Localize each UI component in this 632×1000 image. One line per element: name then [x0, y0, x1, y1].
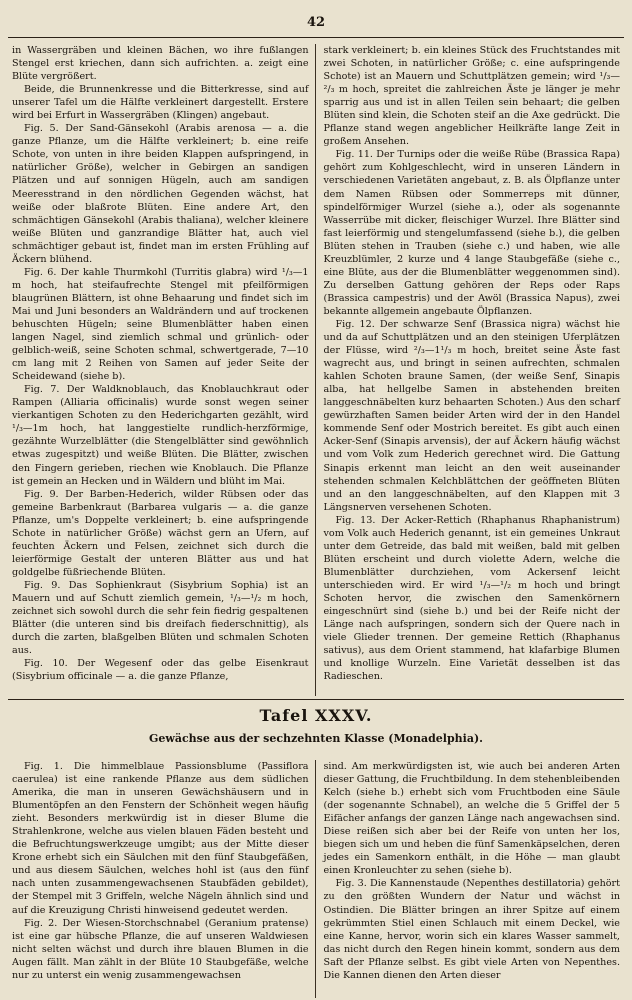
top-left-column — [8, 44, 316, 696]
paragraph: Fig. 12. Der schwarze Senf (Brassica nigra) wächst hie und da auf Schuttplätzen und an den steinigen Uferplätzen der Flüsse, wird ²/₃—1¹/₃ m hoch, breitet seine Äste fast wagrecht aus, und bringt in seinen aufrechten, schmalen kahlen Schoten braune Samen, (der weiße Senf, Sinapis alba, hat hellgelbe Samen in abstehenden breiten langgeschnäbelten kurz behaarten Schoten.) Aus den scharf gewürzhaften Samen beider Arten wird der in den Handel kommende Senf oder Mostrich bereitet. Es gibt auch einen Acker-Senf (Sinapis arvensis), der auf Äckern häufig wächst und vom Volk zum Hederich gerechnet wird. Die Gattung Sinapis erkennt man leicht an den weit auseinander stehenden schmalen Kelchblättchen der geöffneten Blüten und an den langgeschnäbelten, auf den Klappen mit 3 Längsnerven versehenen Schoten. — [323, 318, 620, 513]
plate-title: Tafel XXXV. — [8, 699, 624, 725]
paragraph: Fig. 5. Der Sand-Gänsekohl (Arabis arenosa — a. die ganze Pflanze, um die Hälfte verkleinert; b. eine reife Schote, von unten in ihre beiden Klappen aufspringend, in natürlicher Größe), welcher in Gebirgen an sandigen Plätzen und auf sonnigen Hügeln, auch am sandigen Meeresstrand in den nördlichen Gegenden wächst, hat weiße oder blaßrote Blüten. Eine andere Art, den schmächtigen Gänsekohl (Arabis thaliana), welcher kleinere weiße Blüten und ganzrandige Blätter hat, auch viel schmächtiger gebaut ist, findet man im ersten Frühling auf Äckern blühend. — [12, 123, 309, 265]
paragraph: Fig. 11. Der Turnips oder die weiße Rübe (Brassica Rapa) gehört zum Kohlgeschlecht, wird in unseren Ländern in verschiedenen Varietäten angebaut, z. B. als Ölpflanze unter dem Namen Rübsen oder Sommerreps mit dünner, spindelförmiger Wurzel (siehe a.), oder als sogenannte Wasserrübe mit dicker, fleischiger Wurzel. Ihre Blätter sind fast leierförmig und stengelumfassend (siehe b.), die gelben Blüten stehen in Trauben (siehe c.) und haben, wie alle Kreuzblümler, 2 kurze und 4 lange Staubgefäße (siehe c., eine Blüte, aus der die Blumenblätter weggenommen sind). Zu derselben Gattung gehören der Reps oder Raps (Brassica campestris) und der Awöl (Brassica Napus), zwei bekannte allgemein angebaute Ölpflanzen. — [323, 149, 620, 317]
paragraph: Fig. 7. Der Waldknoblauch, das Knoblauchkraut oder Rampen (Alliaria officinalis) wurde sonst wegen seiner vierkantigen Schoten zu den Hederichgarten gezählt, wird ¹/₃—1m hoch, hat langgestielte rundlich-herzförmige, gezähnte Wurzelblätter (die Stengelblätter sind gewöhnlich etwas zugespitzt) und weiße Blüten. Die Blätter, zwischen den Fingern gerieben, riechen wie Knoblauch. Die Pflanze ist gemein an Hecken und in Wäldern und blüht im Mai. — [12, 384, 309, 487]
paragraph: stark verkleinert; b. ein kleines Stück des Fruchtstandes mit zwei Schoten, in natürlicher Größe; c. eine aufspringende Schote) ist an Mauern und Schuttplätzen gemein; wird ¹/₃—²/₃ m hoch, spreitet die zahlreichen Äste je länger je mehr sparrig aus und ist in allen Teilen sein behaart; die gelben Blüten sind klein, die Schoten steif an die Axe gedrückt. Die Pflanze stand wegen angeblicher Heilkräfte lange Zeit in großem Ansehen. — [323, 45, 620, 148]
paragraph: Fig. 6. Der kahle Thurmkohl (Turritis glabra) wird ¹/₃—1 m hoch, hat steifaufrechte Stengel mit pfeilförmigen blaugrünen Blättern, ist ohne Behaarung und findet sich im Mai und Juni besonders an Waldrändern und auf trockenen behuschten Hügeln; seine Blumenblätter haben einen langen Nagel, sind ziemlich schmal und grünlich- oder gelblich-weiß, seine Schoten schmal, schwertgerade, 7—10 cm lang mit 2 Reihen von Samen auf jeder Seite der Scheidewand (siehe b). — [12, 266, 309, 383]
paragraph: Fig. 10. Der Wegesenf oder das gelbe Eisenkraut (Sisybrium officinale — a. die ganze Pflanze, — [12, 658, 309, 683]
paragraph: Fig. 1. Die himmelblaue Passionsblume (Passiflora caerulea) ist eine rankende Pflanze aus dem südlichen Amerika, die man in unseren Gewächshäusern und in Blumentöpfen an den Fenstern der Schönheit wegen häufig zieht. Besonders merkwürdig ist in dieser Blume die Strahlenkrone, welche aus vielen blauen Fäden besteht und die Befruchtungswerkzeuge umgibt; aus der Mitte dieser Krone erhebt sich ein Säulchen mit den fünf Staubgefäßen, und aus diesem Säulchen, welches hohl ist (aus den fünf nach unten zusammengewachsenen Staubfäden gebildet), der Stempel mit 3 Griffeln, welche Nägeln ähnlich sind und auf die Kreuzigung Christi hinweisend gedeutet werden. — [12, 761, 309, 916]
bottom-right-column — [316, 760, 625, 998]
paragraph: Fig. 9. Der Barben-Hederich, wilder Rübsen oder das gemeine Barbenkraut (Barbarea vulgaris — a. die ganze Pflanze, um's Doppelte verkleinert; b. eine aufspringende Schote in natürlicher Größe) wächst gern an Ufern, auf feuchten Äckern und Felsen, zeichnet sich durch die leierförmige Gestalt der unteren Blätter aus und hat goldgelbe füßriechende Blüten. — [12, 488, 309, 578]
paragraph: Fig. 2. Der Wiesen-Storchschnabel (Geranium pratense) ist eine gar hübsche Pflanze, die auf unseren Waldwiesen nicht selten wächst und durch ihre blauen Blumen in die Augen fällt. Man zählt in der Blüte 10 Staubgefäße, welche nur zu unterst ein wenig zusammengewachsen — [12, 917, 309, 981]
top-right-column — [316, 44, 625, 696]
header-rule — [8, 37, 624, 38]
paragraph: sind. Am merkwürdigsten ist, wie auch bei anderen Arten dieser Gattung, die Fruchtbildung. In dem stehenbleibenden Kelch (siehe b.) erhebt sich vom Fruchtboden eine Säule (der sogenannte Schnabel), an welche die 5 Griffel der 5 Eifächer anfangs der ganzen Länge nach angewachsen sind. Diese reißen sich aber bei der Reife von unten her los, biegen sich um und heben die fünf Samenkäpselchen, deren jedes ein Samenkorn enthält, in die Höhe — man glaubt einen Kronleuchter zu sehen (siehe b). — [323, 761, 620, 877]
paragraph: in Wassergräben und kleinen Bächen, wo ihre fußlangen Stengel erst kriechen, dann sich aufrichten. a. zeigt eine Blüte vergrößert. — [12, 45, 309, 83]
bottom-left-column — [8, 760, 316, 998]
paragraph: Fig. 3. Die Kannenstaude (Nepenthes destillatoria) gehört zu den größten Wundern der Natur und wächst in Ostindien. Die Blätter bringen an ihrer Spitze auf einem gekrümmten Stiel einen Schlauch mit einem Deckel, wie eine Kanne, hervor, worin sich ein klares Wasser sammelt, das nicht durch den Regen hinein kommt, sondern aus dem Saft der Pflanze selbst. Es gibt viele Arten von Nepenthes. Die Kannen dienen den Arten dieser — [323, 878, 620, 981]
plate-subtitle: Gewächse aus der sechzehnten Klasse (Monadelphia). — [148, 732, 484, 745]
paragraph: Fig. 13. Der Acker-Rettich (Rhaphanus Rhaphanistrum) vom Volk auch Hederich genannt, ist ein gemeines Unkraut unter dem Getreide, das bald mit weißen, bald mit gelben Blüten erscheint und durch violette Adern, welche die Blumenblätter durchziehen, vom Ackersenf leicht unterschieden wird. Er wird ¹/₃—¹/₂ m hoch und bringt Schoten hervor, die zwischen den Samenkörnern eingeschnürt sind (siehe b.) und bei der Reife nicht der Länge nach aufspringen, sondern sich der Quere nach in viele Glieder trennen. Der gemeine Rettich (Rhaphanus sativus), aus dem Orient stammend, hat klafarbige Blumen und knollige Wurzeln. Eine Varietät desselben ist das Radieschen. — [323, 514, 620, 683]
paragraph: Fig. 9. Das Sophienkraut (Sisybrium Sophia) ist an Mauern und auf Schutt ziemlich gemein, ¹/₃—¹/₂ m hoch, zeichnet sich sowohl durch die sehr fein fiedrig gespaltenen Blätter (die unteren sind bis dreifach fiederschnittig), als durch die zarten, blaßgelben Blüten und schmalen Schoten aus. — [12, 579, 309, 657]
bottom-columns — [8, 760, 624, 998]
top-columns — [8, 44, 624, 696]
page-number: 42 — [306, 15, 326, 30]
paragraph: Beide, die Brunnenkresse und die Bitterkresse, sind auf unserer Tafel um die Hälfte verkleinert dargestellt. Erstere wird bei Erfurt in Wassergräben (Klingen) angebaut. — [12, 84, 309, 122]
